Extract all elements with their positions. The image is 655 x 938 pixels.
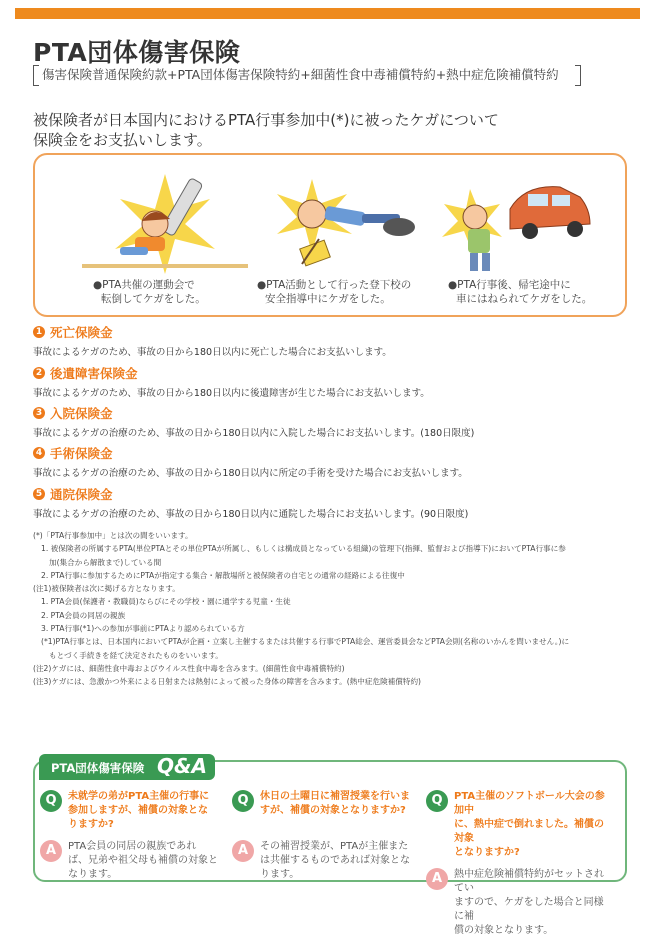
car-accident-illustration	[430, 169, 600, 279]
question-icon: Q	[426, 790, 448, 812]
number-badge: 5	[33, 488, 45, 500]
number-badge: 3	[33, 407, 45, 419]
sports-fall-illustration	[80, 169, 250, 279]
qa-tab: PTA団体傷害保険 Q&A	[39, 754, 215, 780]
benefit-surgery: 4 手術保険金 事故によるケガの治療のため、事故の日から180日以内に所定の手術を受けた場合にお支払いします。	[33, 446, 468, 479]
top-accent-bar	[15, 8, 640, 19]
caption-sports-fall: ●PTA共催の運動会で 転倒してケガをした。	[93, 279, 206, 305]
policy-subtitle: 傷害保険普通保険約款+PTA団体傷害保険特約+細菌性食中毒補償特約+熱中症危険補償特約	[33, 65, 581, 84]
qa-item-2: Q 休日の土曜日に補習授業を行いま すが、補償の対象となりますか? A その補習授業が、PTAが主催また は共催するものであれば対象とな ります。	[232, 790, 417, 882]
qa-item-3: Q PTA主催のソフトボール大会の参加中 に、熱中症で倒れました。補償の対象 となりますか? A 熱中症危険補償特約がセットされてい ますので、ケガをした場合と同様に補 償の対象となります。	[426, 790, 611, 938]
question-icon: Q	[232, 790, 254, 812]
question-icon: Q	[40, 790, 62, 812]
answer-icon: A	[426, 868, 448, 890]
qa-item-1: Q 未就学の弟がPTA主催の行事に 参加しますが、補償の対象とな りますか? A PTA会員の同居の親族であれ ば、兄弟や祖父母も補償の対象と なります。	[40, 790, 225, 882]
caption-school-guard: ●PTA活動として行った登下校の 安全指導中にケガをした。	[257, 279, 412, 305]
school-guard-fall-illustration	[257, 169, 427, 279]
page-title: PTA団体傷害保険	[33, 38, 241, 67]
lead-text: 被保険者が日本国内におけるPTA行事参加中(*)に被ったケガについて 保険金をお支払いします。	[33, 111, 499, 149]
benefit-disability: 2 後遺障害保険金 事故によるケガのため、事故の日から180日以内に後遺障害が生じた場合にお支払いします。	[33, 366, 430, 399]
number-badge: 4	[33, 447, 45, 459]
benefit-hospitalization: 3 入院保険金 事故によるケガの治療のため、事故の日から180日以内に入院した場合にお支払いします。(180日限度)	[33, 406, 475, 439]
benefit-outpatient: 5 通院保険金 事故によるケガの治療のため、事故の日から180日以内に通院した場合にお支払いします。(90日限度)	[33, 487, 469, 520]
number-badge: 1	[33, 326, 45, 338]
footnotes: (*)「PTA行事参加中」とは次の間をいいます。 1. 被保険者の所属するPTA(単位PTAとその単位PTAが所属し、もしくは構成員となっている組織)の管理下(指揮、監督および指導下)においてPTA行事に参 加(集合から解散まで)している間 2. PTA行事に参加するためにPTAが指定する集合・解散場所と被保険者の自宅との通常の経路による往復中 (注1)被保険者は次に掲げる方となります。 1. PTA会員(保護者・教職員)ならびにその学校・園に通学する児童・生徒 2. PTA会員の同居の親族 3. PTA行事(*1)への参加が事前にPTAより認められている方 (*1)PTA行事とは、日本国内においてPTAが企画・立案し主催するまたは共催する行事でPTA総会、運営委員会などPTA会則(名称のいかんを問いません。)に もとづく手続きを経て決定されたものをいいます。 (注2)ケガには、細菌性食中毒およびウイルス性食中毒を含みます。(細菌性食中毒補償特約) (注3)ケガには、急激かつ外来による日射または熱射によって被った身体の障害を含みます。(熱中症危険補償特約)	[33, 531, 570, 687]
answer-icon: A	[40, 840, 62, 862]
benefit-death: 1 死亡保険金 事故によるケガのため、事故の日から180日以内に死亡した場合にお支払いします。	[33, 325, 392, 358]
illustration-panel	[33, 153, 627, 317]
answer-icon: A	[232, 840, 254, 862]
caption-car-accident: ●PTA行事後、帰宅途中に 車にはねられてケガをした。	[448, 279, 593, 305]
number-badge: 2	[33, 367, 45, 379]
